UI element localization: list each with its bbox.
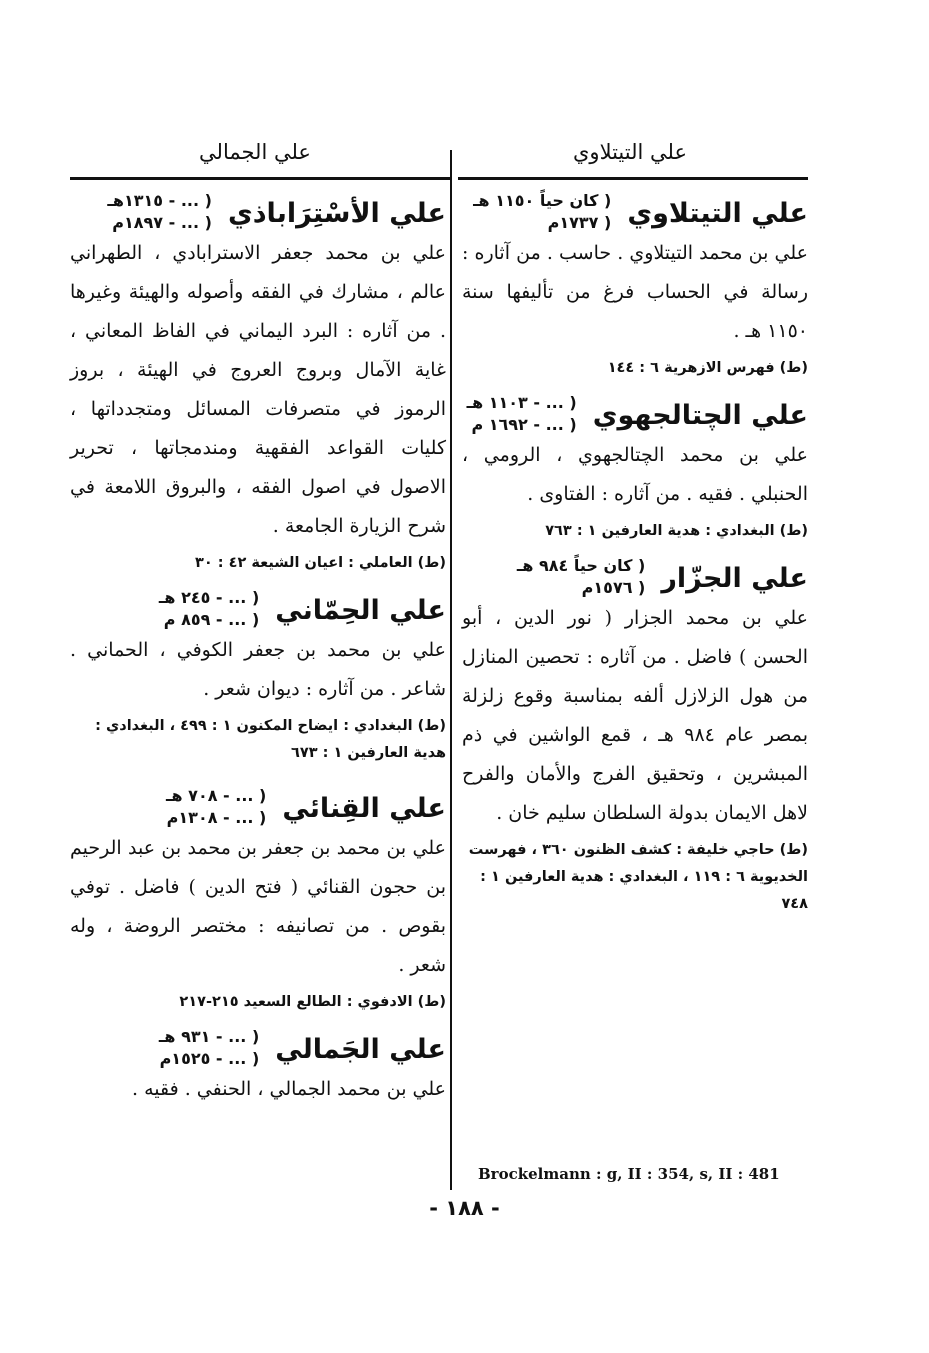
entry-dates <box>166 785 266 829</box>
entry-reference: (ط) الادفوي : الطالع السعيد ٢١٥-٢١٧ <box>179 994 446 1010</box>
entry-name: علي القِنائي <box>282 793 446 824</box>
entry-body: علي بن محمد الجمالي ، الحنفي . فقيه . <box>131 1078 446 1100</box>
entry-heading <box>70 587 446 631</box>
date-gregorian: ( ١٥٧٦م <box>581 578 646 597</box>
running-header-right: علي التيتلاوي <box>572 140 687 164</box>
date-hijri: ( ... - ١١٠٣ هـ <box>466 393 577 412</box>
entry-body: علي بن محمد التيتلاوي . حاسب . من آثاره : رسالة في الحساب فرغ من تأليفها سنة ١١٥٠ هـ . <box>462 242 808 342</box>
entry-reference: (ط) فهرس الازهرية ٦ : ١٤٤ <box>607 360 808 376</box>
date-hijri: ( ... - ٧٠٨ هـ <box>166 786 267 805</box>
entry-heading <box>462 555 808 599</box>
entry <box>70 587 446 767</box>
entry-heading <box>70 785 446 829</box>
entry-name: علي الچتالجهوي <box>592 400 808 431</box>
entry <box>70 1026 446 1109</box>
entry-body: علي بن محمد بن جعفر الكوفي ، الحماني . شاعر . من آثاره : ديوان شعر . <box>70 639 446 700</box>
entry <box>70 190 446 577</box>
entry <box>70 785 446 1016</box>
entry-dates <box>159 1026 259 1070</box>
entry <box>462 190 808 382</box>
entry-reference: (ط) العاملي : اعيان الشيعة ٤٢ : ٣٠ <box>195 555 446 571</box>
entry-reference: (ط) البغدادي : ايضاح المكنون ١ : ٤٩٩ ، البغدادي : هدية العارفين ١ : ٦٧٣ <box>95 718 446 761</box>
entry-dates <box>473 190 611 234</box>
entry-heading <box>70 190 446 234</box>
entry-name: علي الحِمّاني <box>275 595 446 626</box>
entry-name: علي الجَمالي <box>275 1034 446 1065</box>
entry-body: علي بن محمد بن جعفر بن محمد بن عبد الرحيم بن حجون القنائي ( فتح الدين ) فاضل . توفي بقوص . من تصانيفه : مختصر الروضة ، وله شعر . <box>70 837 446 976</box>
running-header-left: علي الجمالي <box>199 140 311 164</box>
date-gregorian: ( ١٧٣٧م <box>547 213 612 232</box>
date-gregorian: ( ... - ٨٥٩ م <box>163 610 260 629</box>
entry-body: علي بن محمد الجزار ( نور الدين ، أبو الحسن ) فاضل . من آثاره : تحصين المنازل من هول الزلازل ألفه بمناسبة وقوع زلزلة بمصر عام ٩٨٤ هـ ، قمع الواشين في ذم المبشرين ، وتحقيق الفرج والأمان والفرح لاهل الايمان بدولة السلطان سليم خان . <box>462 607 808 824</box>
date-gregorian: ( ... - ١٣٠٨م <box>166 808 267 827</box>
date-hijri: ( كان حياً ٩٨٤ هـ <box>516 556 646 575</box>
entry-name: علي الأسْتِرَاباذي <box>227 198 446 229</box>
entry-heading <box>462 392 808 436</box>
entry-dates <box>467 392 577 436</box>
date-hijri: ( ... - ١٣١٥هـ <box>107 191 212 210</box>
entry-reference: (ط) البغدادي : هدية العارفين ١ : ٧٦٣ <box>545 523 808 539</box>
entry-body: علي بن محمد الچتالجهوي ، الرومي ، الحنبلي . فقيه . من آثاره : الفتاوى . <box>462 444 808 505</box>
entry-dates <box>107 190 212 234</box>
entry-heading <box>462 190 808 234</box>
header-rule-right <box>458 177 808 180</box>
column-divider <box>450 150 452 1190</box>
left-column <box>70 190 446 1109</box>
right-column <box>462 190 808 918</box>
date-hijri: ( ... - ٢٤٥ هـ <box>158 588 260 607</box>
date-hijri: ( كان حياً ١١٥٠ هـ <box>473 191 612 210</box>
header-rule-left <box>70 177 450 180</box>
entry-dates <box>159 587 259 631</box>
entry <box>462 555 808 918</box>
entry <box>462 392 808 545</box>
entry-name: علي التيتلاوي <box>627 198 808 229</box>
page-number: - ١٨٨ - <box>429 1196 500 1220</box>
entry-dates <box>517 555 646 599</box>
entry-reference: (ط) حاجي خليفة : كشف الظنون ٣٦٠ ، فهرست الخديوية ٦ : ١١٩ ، البغدادي : هدية العارفين ١ : ٧٤٨ <box>468 842 808 912</box>
latin-reference: Brockelmann : g, II : 354, s, II : 481 <box>478 1165 780 1183</box>
entry-heading <box>70 1026 446 1070</box>
date-gregorian: ( ... - ١٨٩٧م <box>112 213 212 232</box>
date-gregorian: ( ... - ١٦٩٢ م <box>471 415 577 434</box>
date-gregorian: ( ... - ١٥٢٥م <box>159 1049 260 1068</box>
entry-body: علي بن محمد جعفر الاسترابادي ، الطهراني عالم ، مشارك في الفقه وأصوله والهيئة وغيرها . من آثاره : البرد اليماني في الفاظ المعاني ، غاية الآمال وبروج العروج في الهيئة ، بروز الرموز في متصرفات المسائل ومتجدداتها ، كليات القواعد الفقهية ومندمجاتها ، تحرير الاصول في اصول الفقه ، والبروق اللامعة في شرح الزيارة الجامعة . <box>70 242 446 537</box>
entry-name: علي الجزّار <box>661 563 808 594</box>
date-hijri: ( ... - ٩٣١ هـ <box>158 1027 260 1046</box>
